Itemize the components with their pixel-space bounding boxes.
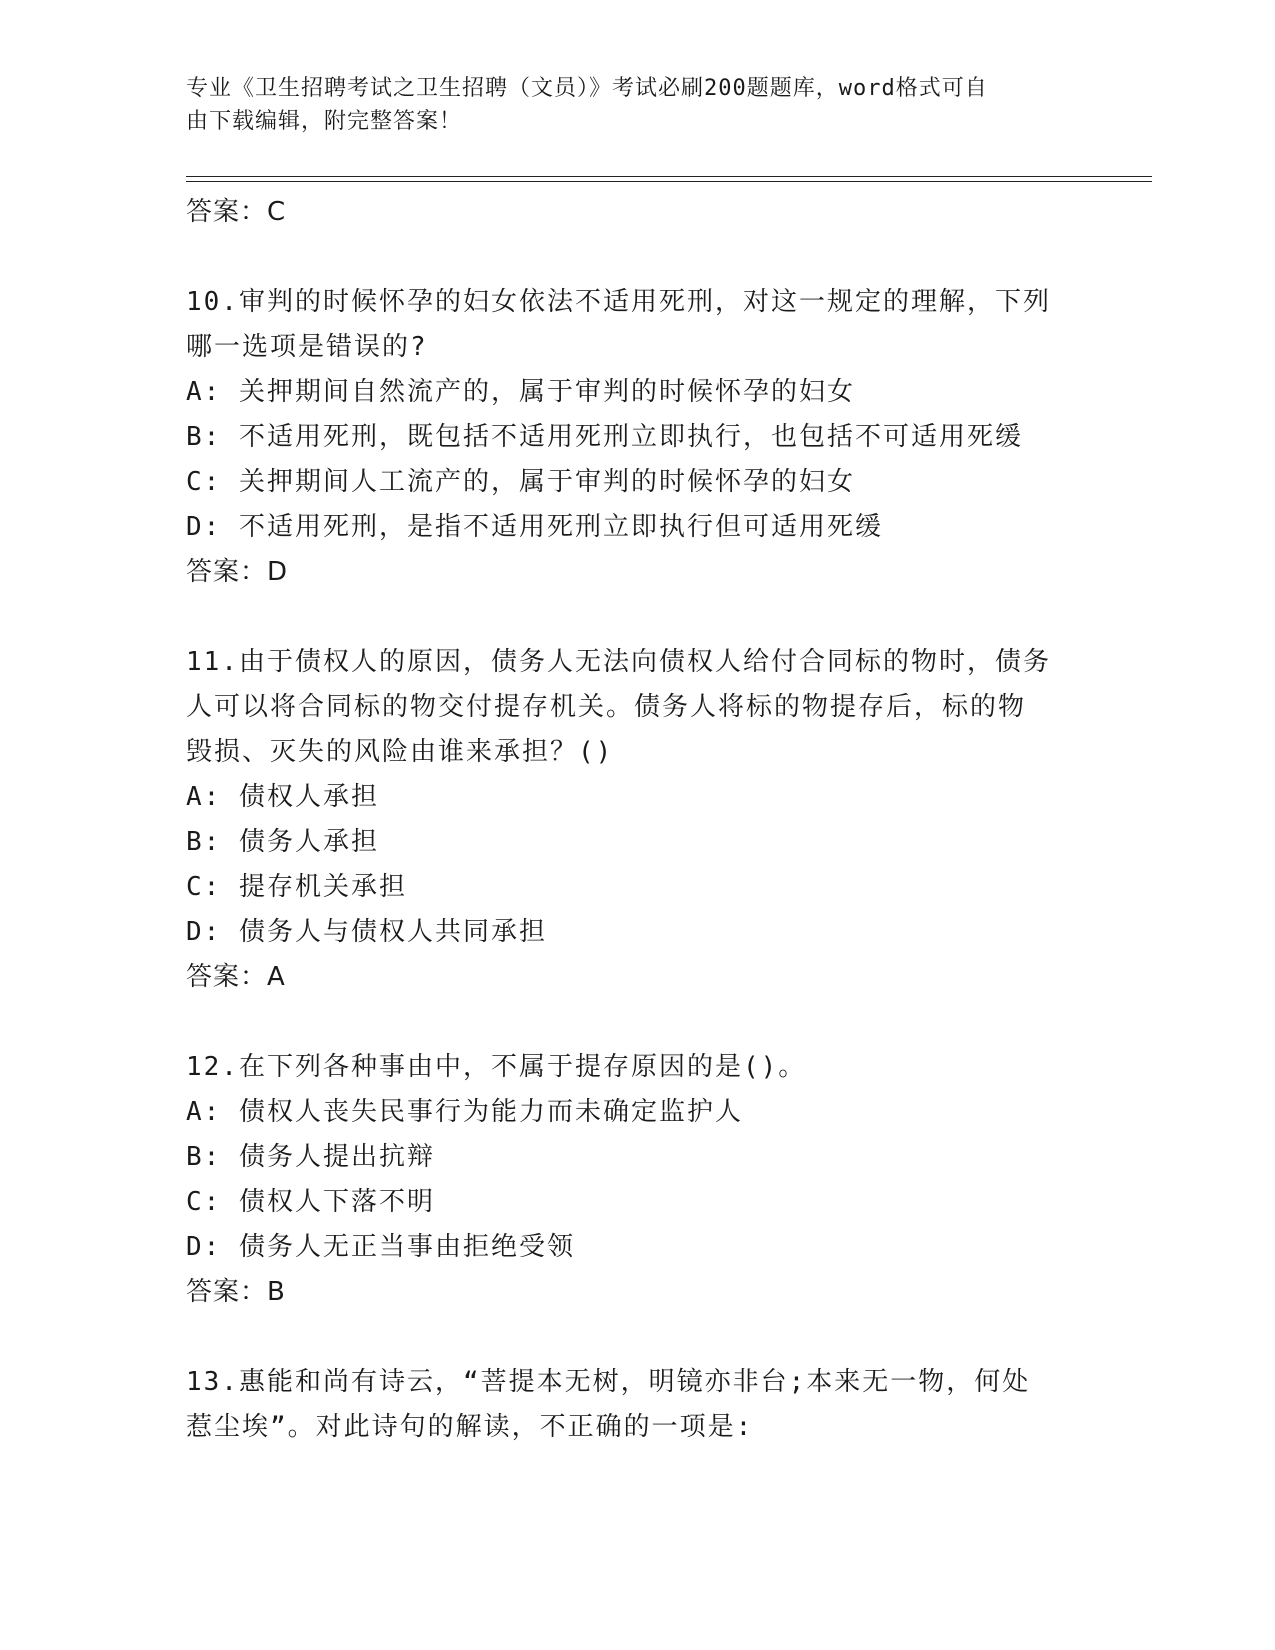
- question-11: [186, 640, 1086, 1000]
- header-line-1: 专业《卫生招聘考试之卫生招聘（文员）》考试必刷200题题库，word格式可自: [186, 76, 988, 101]
- header-line-2: 由下载编辑，附完整答案！: [186, 109, 463, 134]
- question-11-option-c: C: 提存机关承担: [186, 872, 407, 902]
- document-header: [186, 72, 1066, 138]
- question-12-stem-line-1: 12.在下列各种事由中，不属于提存原因的是()。: [186, 1052, 807, 1082]
- question-11-option-b: B: 债务人承担: [186, 827, 379, 857]
- spacer: [186, 235, 1086, 280]
- header-rule-top: [186, 176, 1152, 177]
- question-10: [186, 280, 1086, 595]
- question-10-stem-line-1: 10.审判的时候怀孕的妇女依法不适用死刑，对这一规定的理解，下列: [186, 287, 1051, 317]
- spacer: [186, 1315, 1086, 1360]
- question-13-stem-line-1: 13.惠能和尚有诗云，“菩提本无树，明镜亦非台;本来无一物，何处: [186, 1367, 1031, 1397]
- question-13-stem-line-2: 惹尘埃”。对此诗句的解读，不正确的一项是:: [186, 1412, 754, 1442]
- question-12-option-a: A: 债权人丧失民事行为能力而未确定监护人: [186, 1097, 743, 1127]
- question-12-option-b: B: 债务人提出抗辩: [186, 1142, 435, 1172]
- spacer: [186, 1000, 1086, 1045]
- previous-answer: 答案：C: [186, 197, 287, 227]
- question-11-stem-line-2: 人可以将合同标的物交付提存机关。债务人将标的物提存后，标的物: [186, 692, 1027, 722]
- question-10-option-c: C: 关押期间人工流产的，属于审判的时候怀孕的妇女: [186, 467, 855, 497]
- question-10-option-a: A: 关押期间自然流产的，属于审判的时候怀孕的妇女: [186, 377, 855, 407]
- header-rule-bottom: [186, 181, 1152, 182]
- question-10-stem-line-2: 哪一选项是错误的?: [186, 332, 428, 362]
- question-11-answer: 答案：A: [186, 962, 286, 992]
- question-11-option-d: D: 债务人与债权人共同承担: [186, 917, 547, 947]
- question-12-option-d: D: 债务人无正当事由拒绝受领: [186, 1232, 575, 1262]
- question-content: [186, 190, 1086, 1450]
- question-11-stem-line-3: 毁损、灭失的风险由谁来承担？(): [186, 737, 614, 767]
- question-11-option-a: A: 债权人承担: [186, 782, 379, 812]
- question-12-option-c: C: 债权人下落不明: [186, 1187, 435, 1217]
- question-12: [186, 1045, 1086, 1315]
- question-10-option-b: B: 不适用死刑，既包括不适用死刑立即执行，也包括不可适用死缓: [186, 422, 1023, 452]
- question-13: [186, 1360, 1086, 1450]
- spacer: [186, 595, 1086, 640]
- question-12-answer: 答案：B: [186, 1277, 286, 1307]
- question-11-stem-line-1: 11.由于债权人的原因，债务人无法向债权人给付合同标的物时，债务: [186, 647, 1051, 677]
- question-10-answer: 答案：D: [186, 557, 289, 587]
- question-10-option-d: D: 不适用死刑，是指不适用死刑立即执行但可适用死缓: [186, 512, 883, 542]
